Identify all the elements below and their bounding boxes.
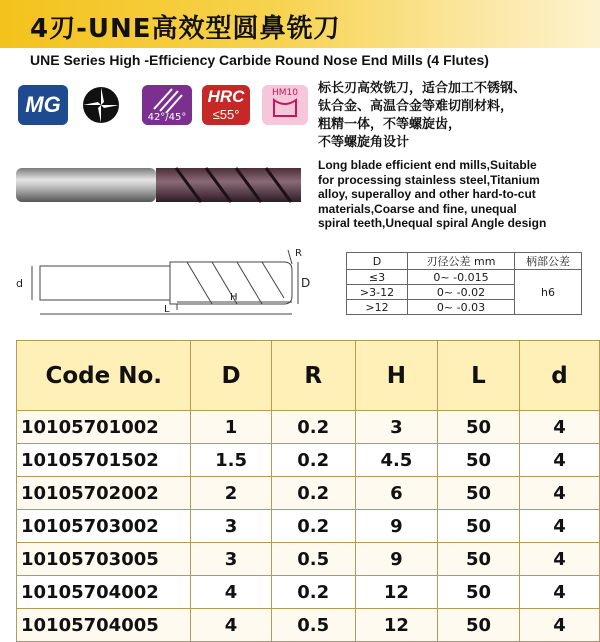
desc-en-line: Long blade efficient end mills,Suitable (318, 158, 537, 172)
cell-d: 4 (520, 411, 600, 444)
hm10-shape-icon (270, 98, 300, 118)
cell-d: 4 (520, 543, 600, 576)
tol-header-shank: 柄部公差 (515, 253, 582, 270)
cell-L: 50 (437, 543, 519, 576)
cell-D: 3 (191, 510, 271, 543)
cell-code: 10105703005 (17, 543, 191, 576)
table-row (17, 543, 600, 576)
cell-H: 9 (355, 510, 437, 543)
table-row (17, 510, 600, 543)
four-flute-icon (78, 85, 124, 125)
col-L: L (437, 341, 519, 411)
spec-table (16, 340, 600, 642)
cell-code: 10105704005 (17, 609, 191, 642)
col-code: Code No. (17, 341, 191, 411)
end-mill-photo (16, 160, 306, 208)
desc-en-line: materials,Coarse and fine, unequal (318, 201, 517, 216)
tol-header-blade: 刃径公差 mm (408, 253, 515, 270)
cell-R: 0.5 (271, 543, 355, 576)
cell-H: 12 (355, 609, 437, 642)
cell-d: 4 (520, 477, 600, 510)
cell-D: 4 (191, 576, 271, 609)
page-title: 4刃-UNE高效型圆鼻铣刀 (30, 14, 341, 44)
dim-R-label: R (295, 248, 302, 259)
cell-D: 1.5 (191, 444, 271, 477)
cell-H: 12 (355, 576, 437, 609)
desc-cn-line: 不等螺旋角设计 (318, 135, 410, 150)
cell-R: 0.2 (271, 576, 355, 609)
hm10-label: HM10 (272, 88, 298, 98)
dim-D-label: D (301, 276, 311, 290)
tol-range: >12 (347, 300, 408, 315)
description-cn (318, 80, 598, 152)
cell-d: 4 (520, 609, 600, 642)
desc-cn-line: 标长刃高效铣刀，适合加工不锈钢、 (318, 81, 527, 96)
table-row (17, 576, 600, 609)
desc-en-line: for processing stainless steel,Titanium (318, 172, 540, 187)
dim-L-label: L (164, 304, 170, 315)
desc-en-line: spiral teeth,Unequal spiral Angle design (318, 216, 547, 230)
cell-H: 6 (355, 477, 437, 510)
cell-L: 50 (437, 510, 519, 543)
cell-R: 0.2 (271, 411, 355, 444)
col-D: D (191, 341, 271, 411)
helix-angle-label: 42°/45° (147, 112, 187, 123)
tol-shank: h6 (515, 270, 582, 315)
desc-cn-line: 粗精一体，不等螺旋齿， (318, 117, 462, 132)
cell-L: 50 (437, 411, 519, 444)
cell-D: 2 (191, 477, 271, 510)
cell-H: 3 (355, 411, 437, 444)
table-row (17, 444, 600, 477)
dim-d-label: d (16, 277, 23, 290)
cell-code: 10105701002 (17, 411, 191, 444)
cell-L: 50 (437, 477, 519, 510)
cell-H: 4.5 (355, 444, 437, 477)
cell-D: 4 (191, 609, 271, 642)
tol-range: >3-12 (347, 285, 408, 300)
cell-D: 1 (191, 411, 271, 444)
cell-R: 0.2 (271, 477, 355, 510)
tol-range: ≤3 (347, 270, 408, 285)
cell-L: 50 (437, 609, 519, 642)
page-subtitle: UNE Series High -Efficiency Carbide Round Nose End Mills (4 Flutes) (30, 52, 489, 68)
hrc-label: HRC (207, 87, 245, 106)
cell-L: 50 (437, 444, 519, 477)
tolerance-table (346, 252, 582, 315)
cell-code: 10105702002 (17, 477, 191, 510)
desc-en-line: alloy, superalloy and other hard-to-cut (318, 187, 536, 201)
cell-D: 3 (191, 543, 271, 576)
table-row (17, 609, 600, 642)
header-banner (0, 0, 600, 48)
cell-R: 0.5 (271, 609, 355, 642)
hrc-value: ≤55° (212, 107, 240, 122)
cell-code: 10105703002 (17, 510, 191, 543)
cell-L: 50 (437, 576, 519, 609)
cell-d: 4 (520, 510, 600, 543)
cell-R: 0.2 (271, 510, 355, 543)
tol-value: 0~ -0.02 (408, 285, 515, 300)
tol-value: 0~ -0.03 (408, 300, 515, 315)
cell-H: 9 (355, 543, 437, 576)
technical-drawing (12, 246, 312, 320)
cell-R: 0.2 (271, 444, 355, 477)
tolerance-row (347, 270, 582, 285)
cell-d: 4 (520, 444, 600, 477)
hm10-material-icon (262, 85, 308, 125)
spec-header-row (17, 341, 600, 411)
cell-code: 10105704002 (17, 576, 191, 609)
desc-cn-line: 钛合金、高温合金等难切削材料， (318, 99, 514, 114)
cell-d: 4 (520, 576, 600, 609)
tol-value: 0~ -0.015 (408, 270, 515, 285)
col-d: d (520, 341, 600, 411)
tol-header-d: D (347, 253, 408, 270)
col-R: R (271, 341, 355, 411)
hrc-hardness-icon (202, 85, 250, 125)
tolerance-header-row (347, 253, 582, 270)
col-H: H (355, 341, 437, 411)
table-row (17, 411, 600, 444)
cell-code: 10105701502 (17, 444, 191, 477)
table-row (17, 477, 600, 510)
description-en (318, 158, 598, 231)
dim-H-label: H (230, 292, 238, 303)
mg-coating-icon: MG (18, 85, 68, 125)
